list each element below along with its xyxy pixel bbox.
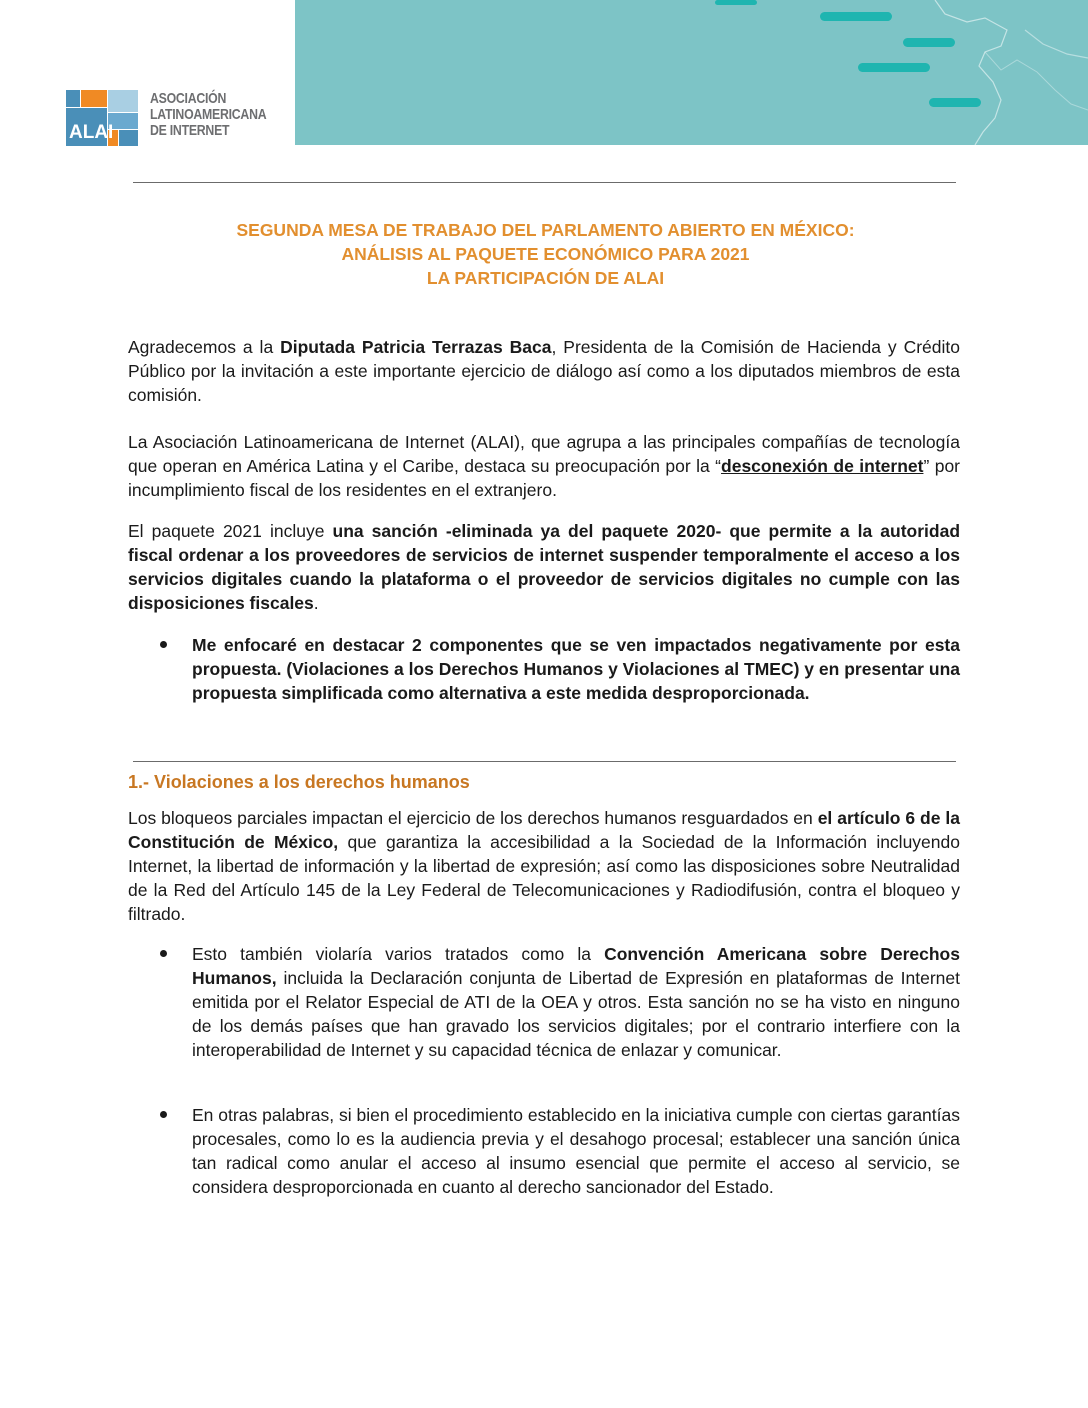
map-graphic: [295, 0, 1088, 145]
bullet-other-words: En otras palabras, si bien el procedimiento establecido en la iniciativa cumple con ciertas garantías procesales, como lo es la audiencia previa y el desahogo procesal; establecer una sanción única tan radical como anular el acceso al insumo esencial que permite el acceso al servicio, se considera desproporcionada en cuanto al derecho sancionador del Estado.: [192, 1105, 960, 1197]
alai-logo-mark: [66, 90, 138, 146]
document-title: [128, 218, 963, 290]
section-divider: [133, 761, 956, 762]
logo-line-3: DE INTERNET: [150, 122, 230, 139]
dash-2: [903, 38, 955, 47]
svg-text:ALAI: ALAI: [69, 122, 114, 143]
title-line-2: ANÁLISIS AL PAQUETE ECONÓMICO PARA 2021: [341, 244, 750, 264]
logo-line-2: LATINOAMERICANA: [150, 106, 267, 123]
article-6-text: el artículo 6 de la Constitución de México,: [128, 808, 960, 852]
dash-4: [929, 98, 981, 107]
bullet-focus: Me enfocaré en destacar 2 componentes que se ven impactados negativamente por esta propuesta. (Violaciones a los Derechos Humanos y Violaciones al TMEC) y en presentar una propuesta simplificada como alternativa a este medida desproporcionada.: [192, 635, 960, 703]
dash-1: [820, 12, 892, 21]
paragraph-thanks: Agradecemos a la Diputada Patricia Terrazas Baca, Presidenta de la Comisión de Hacienda y Crédito Público por la invitación a este importante ejercicio de diálogo así como a los diputados miembros de esta comisión.: [128, 337, 960, 405]
dash-5: [715, 0, 757, 5]
dash-3: [858, 63, 930, 72]
bullet-dot: [160, 950, 167, 957]
paragraph-sanction: El paquete 2021 incluye una sanción -eliminada ya del paquete 2020- que permite a la autoridad fiscal ordenar a los proveedores de servicios de internet suspender temporalmente el acceso a los servicios digitales cuando la plataforma o el proveedor de servicios digitales no cumple con las disposiciones fiscales.: [128, 521, 961, 613]
title-line-3: LA PARTICIPACIÓN DE ALAI: [426, 268, 665, 288]
deputy-name: Diputada Patricia Terrazas Baca: [280, 337, 552, 357]
bullet-dot: [160, 641, 167, 648]
sanction-text: una sanción -eliminada ya del paquete 2020- que permite a la autoridad fiscal ordenar a los proveedores de servicios de internet suspender temporalmente el acceso a los servicios digitales cuando la plataforma o el proveedor de servicios digitales no cumple con las disposiciones fiscales: [128, 521, 961, 613]
alai-logo-text: [150, 91, 266, 139]
convention-name: Convención Americana sobre Derechos Humanos,: [192, 944, 960, 988]
title-line-1: SEGUNDA MESA DE TRABAJO DEL PARLAMENTO ABIERTO EN MÉXICO:: [236, 220, 855, 240]
paragraph-human-rights: Los bloqueos parciales impactan el ejercicio de los derechos humanos resguardados en el artículo 6 de la Constitución de México, que garantiza la accesibilidad a la Sociedad de la Información incluyendo Internet, la libertad de información y la libertad de expresión; así como las disposiciones sobre Neutralidad de la Red del Artículo 145 de la Ley Federal de Telecomunicaciones y Radiodifusión, contra el bloqueo y filtrado.: [128, 808, 960, 924]
section-heading: 1.- Violaciones a los derechos humanos: [128, 772, 470, 792]
header-band: [295, 0, 1088, 145]
paragraph-alai: La Asociación Latinoamericana de Internet (ALAI), que agrupa a las principales compañías de tecnología que operan en América Latina y el Caribe, destaca su preocupación por la “desconexión de internet” por incumplimiento fiscal de los residentes en el extranjero.: [128, 432, 961, 500]
disconnection-term: desconexión de internet: [721, 456, 924, 476]
logo-line-1: ASOCIACIÓN: [150, 90, 227, 107]
alai-logo: [66, 90, 276, 146]
bullet-dot: [160, 1111, 167, 1118]
bullet-treaties: Esto también violaría varios tratados como la Convención Americana sobre Derechos Humanos, incluida la Declaración conjunta de Libertad de Expresión en plataformas de Internet emitida por el Relator Especial de ATI de la OEA y otros. Esta sanción no se ha visto en ninguno de los demás países que han gravado los servicios digitales; por el contrario interfiere con la interoperabilidad de Internet y su capacidad técnica de enlazar y comunicar.: [192, 944, 960, 1060]
top-divider: [133, 182, 956, 183]
